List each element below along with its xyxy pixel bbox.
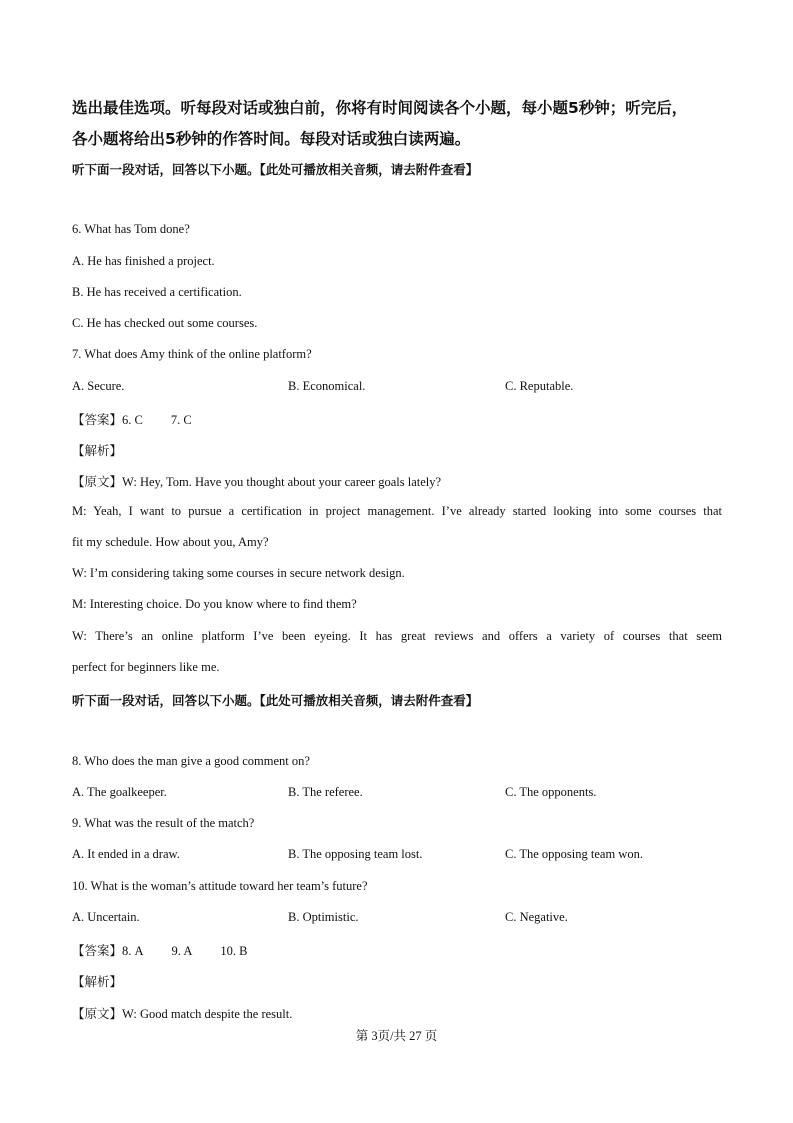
original-tag: 【原文】 [72,1006,123,1021]
section1-instruction: 听下面一段对话，回答以下小题。【此处可播放相关音频，请去附件查看】 [72,162,479,177]
question-9: 9. What was the result of the match? [72,816,255,830]
q9-option-b: B. The opposing team lost. [288,847,423,861]
q6-option-a: A. He has finished a project. [72,254,215,268]
section2-instruction: 听下面一段对话，回答以下小题。【此处可播放相关音频，请去附件查看】 [72,693,479,708]
analysis-tag-1: 【解析】 [72,443,123,458]
q7-option-a: A. Secure. [72,379,125,393]
answer-tag: 【答案】 [72,412,123,427]
transcript2-line-1 [72,1004,292,1022]
transcript-line-4: M: Interesting choice. Do you know where to find them? [72,597,357,611]
q10-option-a: A. Uncertain. [72,910,140,924]
original-tag: 【原文】 [72,474,123,489]
answer-6: 6. C [122,413,143,427]
answer-tag: 【答案】 [72,943,123,958]
q6-option-b: B. He has received a certification. [72,285,242,299]
intro-line-2: 各小题将给出5秒钟的作答时间。每段对话或独白读两遍。 [72,130,471,148]
question-6: 6. What has Tom done? [72,222,190,236]
transcript-line-5a: W: There’s an online platform I’ve been eyeing. It has great reviews and offers a variety of courses that seem [72,629,722,643]
answer-row-1 [72,410,192,428]
transcript-text: W: Hey, Tom. Have you thought about your career goals lately? [122,475,442,489]
q8-option-c: C. The opponents. [505,785,597,799]
answer-9: 9. A [171,944,193,958]
transcript-line-1 [72,472,441,490]
question-8: 8. Who does the man give a good comment on? [72,754,310,768]
answer-10: 10. B [220,944,248,958]
q8-option-b: B. The referee. [288,785,363,799]
q9-option-a: A. It ended in a draw. [72,847,180,861]
q8-option-a: A. The goalkeeper. [72,785,167,799]
question-7: 7. What does Amy think of the online platform? [72,347,312,361]
transcript-text: W: Good match despite the result. [122,1007,293,1021]
q10-option-b: B. Optimistic. [288,910,359,924]
q9-option-c: C. The opposing team won. [505,847,643,861]
answer-7: 7. C [170,413,192,427]
q7-option-b: B. Economical. [288,379,366,393]
analysis-tag-2: 【解析】 [72,974,123,989]
intro-line-1: 选出最佳选项。听每段对话或独白前，你将有时间阅读各个小题，每小题5秒钟；听完后， [72,99,688,117]
answer-row-2 [72,941,247,959]
q6-option-c: C. He has checked out some courses. [72,316,258,330]
page-footer: 第 3页/共 27 页 [355,1029,438,1043]
transcript-line-3: W: I’m considering taking some courses in secure network design. [72,566,405,580]
transcript-line-2b: fit my schedule. How about you, Amy? [72,535,269,549]
q7-option-c: C. Reputable. [505,379,574,393]
transcript-line-5b: perfect for beginners like me. [72,660,220,674]
answer-8: 8. A [122,944,144,958]
q10-option-c: C. Negative. [505,910,568,924]
transcript-line-2a: M: Yeah, I want to pursue a certification in project management. I’ve already started looking into some courses that [72,504,722,518]
question-10: 10. What is the woman’s attitude toward her team’s future? [72,879,368,893]
